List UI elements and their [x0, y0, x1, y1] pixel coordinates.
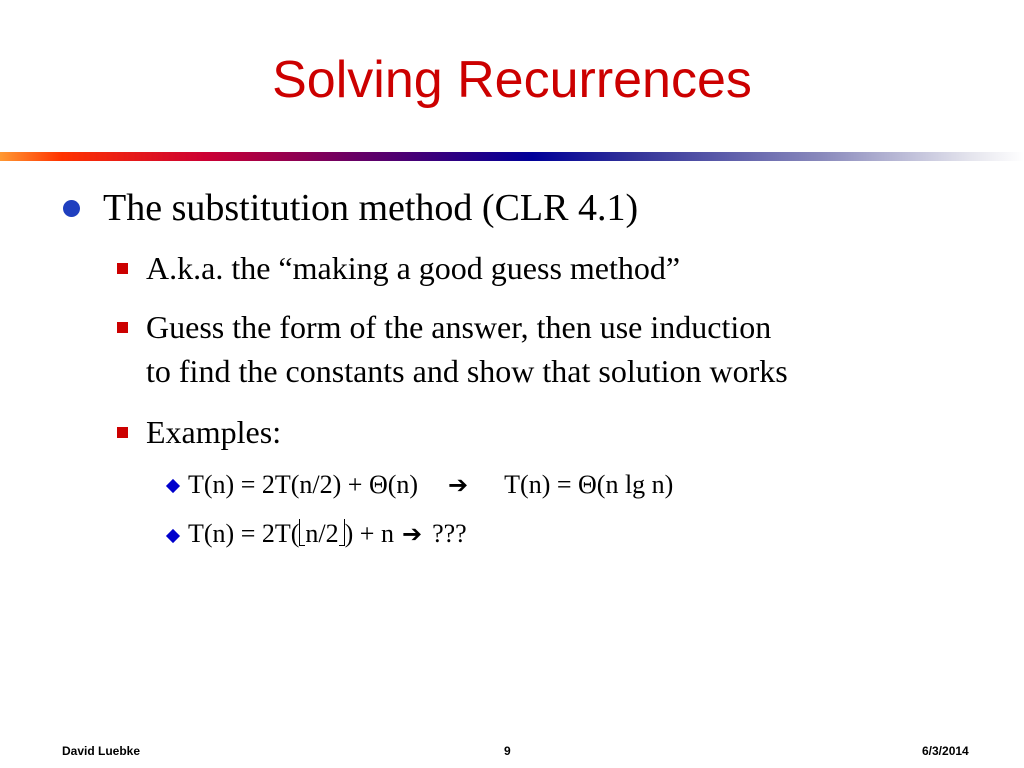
diamond-bullet-icon	[166, 529, 180, 543]
circle-bullet-icon	[63, 200, 80, 217]
square-bullet-icon	[117, 427, 128, 438]
example-1	[188, 468, 673, 502]
bullet-substitution-method: The substitution method (CLR 4.1)	[103, 187, 639, 229]
slide-title: Solving Recurrences	[272, 51, 752, 109]
bullet-aka: A.k.a. the “making a good guess method”	[146, 250, 681, 286]
example-2-prefix: T(n) = 2T(	[188, 519, 300, 548]
example-1-recurrence: T(n) = 2T(n/2) + Θ(n)	[188, 470, 419, 499]
example-2	[188, 517, 467, 551]
bullet-examples: Examples:	[146, 414, 282, 450]
footer-date: 6/3/2014	[922, 744, 969, 758]
footer-author: David Luebke	[62, 744, 141, 758]
example-2-suffix: ) + n	[344, 519, 394, 548]
bullet-guess-line2: to find the constants and show that solution works	[146, 353, 788, 389]
example-1-solution: T(n) = Θ(n lg n)	[504, 470, 674, 499]
square-bullet-icon	[117, 322, 128, 333]
footer-page-number: 9	[504, 744, 511, 758]
diamond-bullet-icon	[166, 479, 180, 493]
example-2-result: ???	[432, 519, 467, 548]
right-arrow-icon: ➔	[448, 471, 469, 499]
right-arrow-icon: ➔	[401, 520, 423, 548]
example-2-inner: n/2	[305, 519, 339, 548]
square-bullet-icon	[117, 263, 128, 274]
bullet-guess-line1: Guess the form of the answer, then use induction	[146, 309, 772, 345]
